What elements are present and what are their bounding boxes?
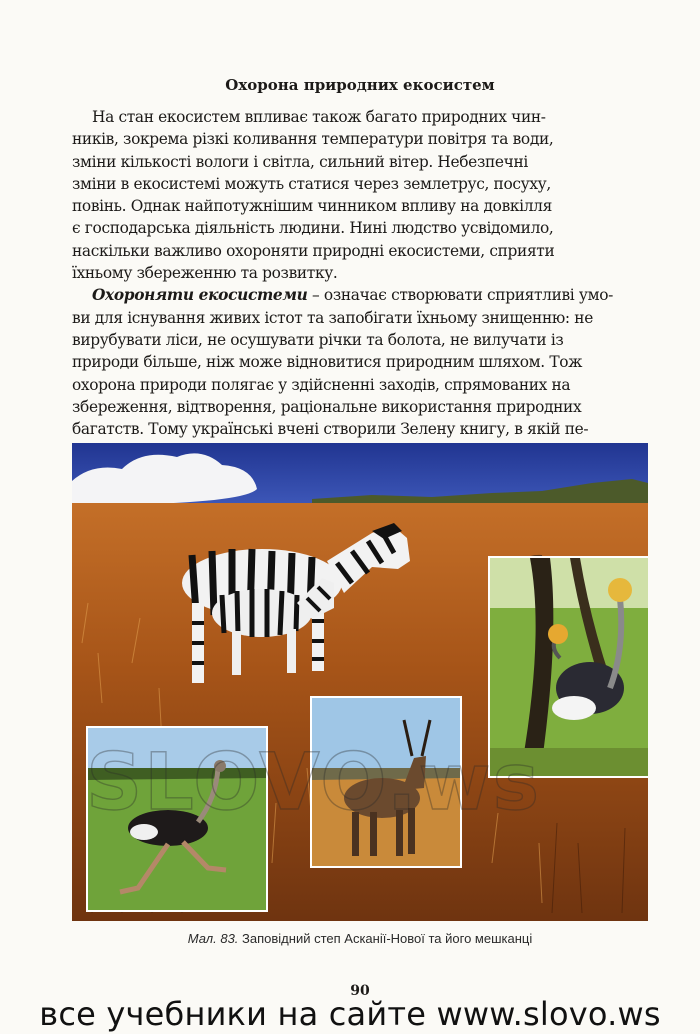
- paragraph-1: [72, 106, 652, 284]
- waterbuck-illustration: [312, 698, 460, 866]
- site-banner: все учебники на сайте www.slovo.ws: [39, 995, 661, 1033]
- text-line: є господарська діяльність людини. Нині людство усвідомило,: [72, 219, 554, 238]
- ostrich-illustration: [88, 728, 266, 910]
- text-line: природи більше, ніж може відновитися природним шляхом. Тож: [72, 353, 583, 372]
- text-line: охорона природи полягає у здійсненні заходів, спрямованих на: [72, 375, 571, 394]
- ostrich-inset-photo: [86, 726, 268, 912]
- paragraph-2: [72, 284, 652, 462]
- caption-text: Заповідний степ Асканії-Нової та його мешканці: [238, 931, 533, 946]
- text-line: вирубувати ліси, не осушувати річки та болота, не вилучати із: [72, 330, 564, 349]
- text-line: повінь. Однак найпотужнішим чинником впливу на довкілля: [72, 197, 552, 216]
- text-line: На стан екосистем впливає також багато природних чин-: [92, 108, 546, 126]
- steppe-photo: [72, 443, 648, 921]
- crowned-crane-illustration: [490, 558, 648, 776]
- antelope-inset-photo: [310, 696, 462, 868]
- text-line: ви для існування живих істот та запобігати їхньому знищенню: не: [72, 308, 593, 327]
- section-heading: Охорона природних екосистем: [225, 76, 495, 94]
- page-number: 90: [350, 983, 370, 999]
- text-line: [92, 284, 652, 306]
- caption-number: Мал. 83.: [187, 931, 239, 946]
- key-term: Охороняти екосистеми: [92, 286, 308, 305]
- text-line: наскільки важливо охороняти природні екосистеми, сприяти: [72, 241, 555, 260]
- text-line: багатств. Тому українські вчені створили Зелену книгу, в якій пе-: [72, 420, 589, 439]
- figure-caption: [0, 931, 700, 946]
- text-line: їхньому збереженню та розвитку.: [72, 264, 338, 283]
- text-line: зміни в екосистемі можуть статися через землетрус, посуху,: [72, 174, 551, 193]
- term-definition: – означає створювати сприятливі умо-: [307, 286, 614, 305]
- text-line: ників, зокрема різкі коливання температури повітря та води,: [72, 130, 554, 149]
- body-text: [72, 106, 652, 463]
- text-line: зміни кількості вологи і світла, сильний вітер. Небезпечні: [72, 152, 528, 171]
- crane-inset-photo: [488, 556, 648, 778]
- text-line: збереження, відтворення, раціональне використання природних: [72, 397, 582, 416]
